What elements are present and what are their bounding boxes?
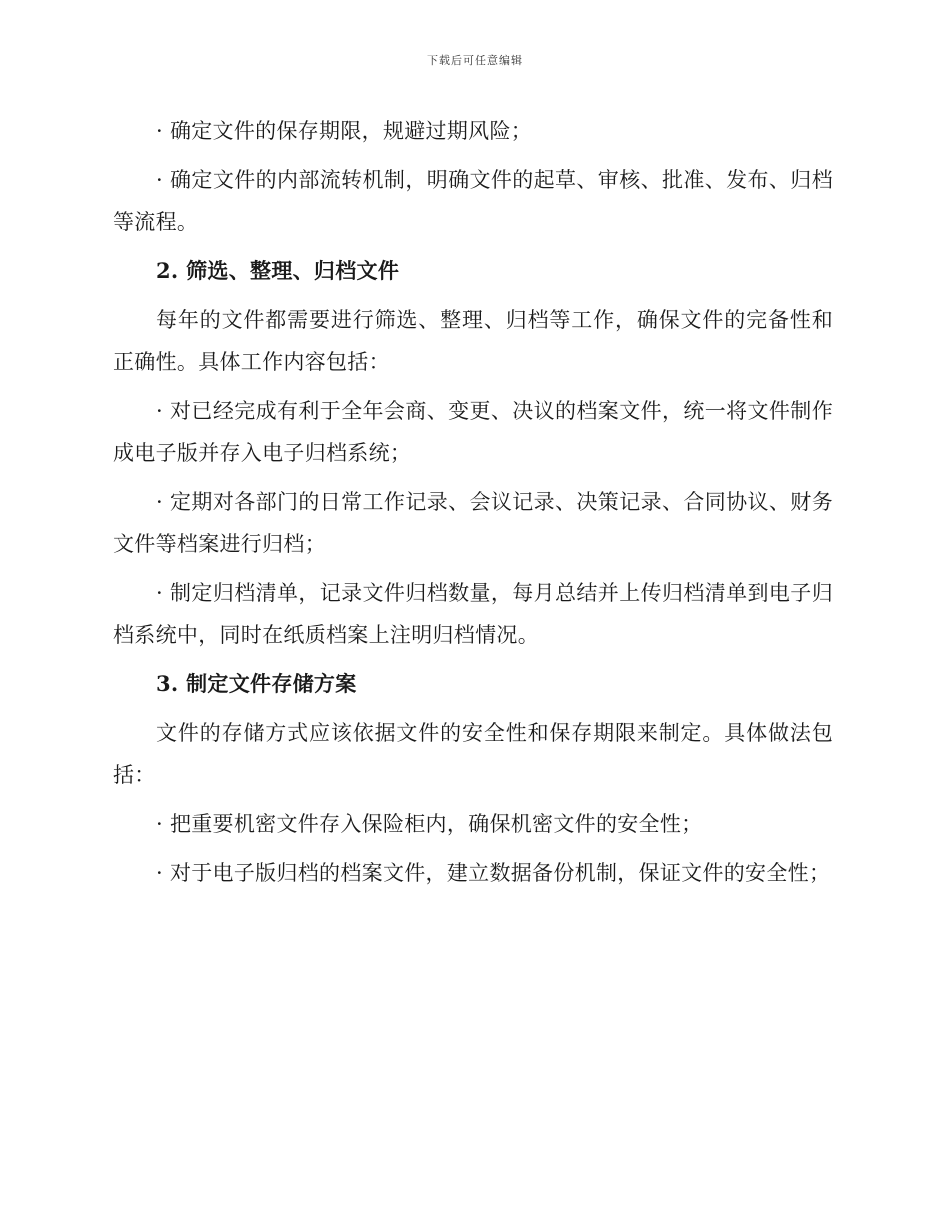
bullet-safe-storage: · 把重要机密文件存入保险柜内，确保机密文件的安全性；	[156, 812, 703, 836]
section-heading-3: 3. 制定文件存储方案	[156, 671, 357, 696]
paragraph-storage-intro: 文件的存储方式应该依据文件的安全性和保存期限来制定。具体做法包括：	[113, 721, 833, 787]
bullet-archive-checklist: · 制定归档清单，记录文件归档数量，每月总结并上传归档清单到电子归档系统中，同时在纸质档案上注明归档情况。	[113, 581, 833, 647]
bullet-data-backup: · 对于电子版归档的档案文件，建立数据备份机制，保证文件的安全性；	[156, 861, 831, 885]
bullet-department-records: · 定期对各部门的日常工作记录、会议记录、决策记录、合同协议、财务文件等档案进行归档；	[113, 490, 833, 556]
bullet-electronic-archive: · 对已经完成有利于全年会商、变更、决议的档案文件，统一将文件制作成电子版并存入电子归档系统；	[113, 399, 833, 465]
section-heading-2: 2. 筛选、整理、归档文件	[156, 258, 400, 283]
page-header-note: 下载后可任意编辑	[427, 54, 523, 67]
paragraph-archiving-intro: 每年的文件都需要进行筛选、整理、归档等工作，确保文件的完备性和正确性。具体工作内容包括：	[113, 308, 833, 374]
bullet-circulation-mechanism: · 确定文件的内部流转机制，明确文件的起草、审核、批准、发布、归档等流程。	[113, 168, 833, 234]
document-body	[113, 110, 833, 894]
bullet-retention-period: · 确定文件的保存期限，规避过期风险；	[156, 119, 533, 143]
